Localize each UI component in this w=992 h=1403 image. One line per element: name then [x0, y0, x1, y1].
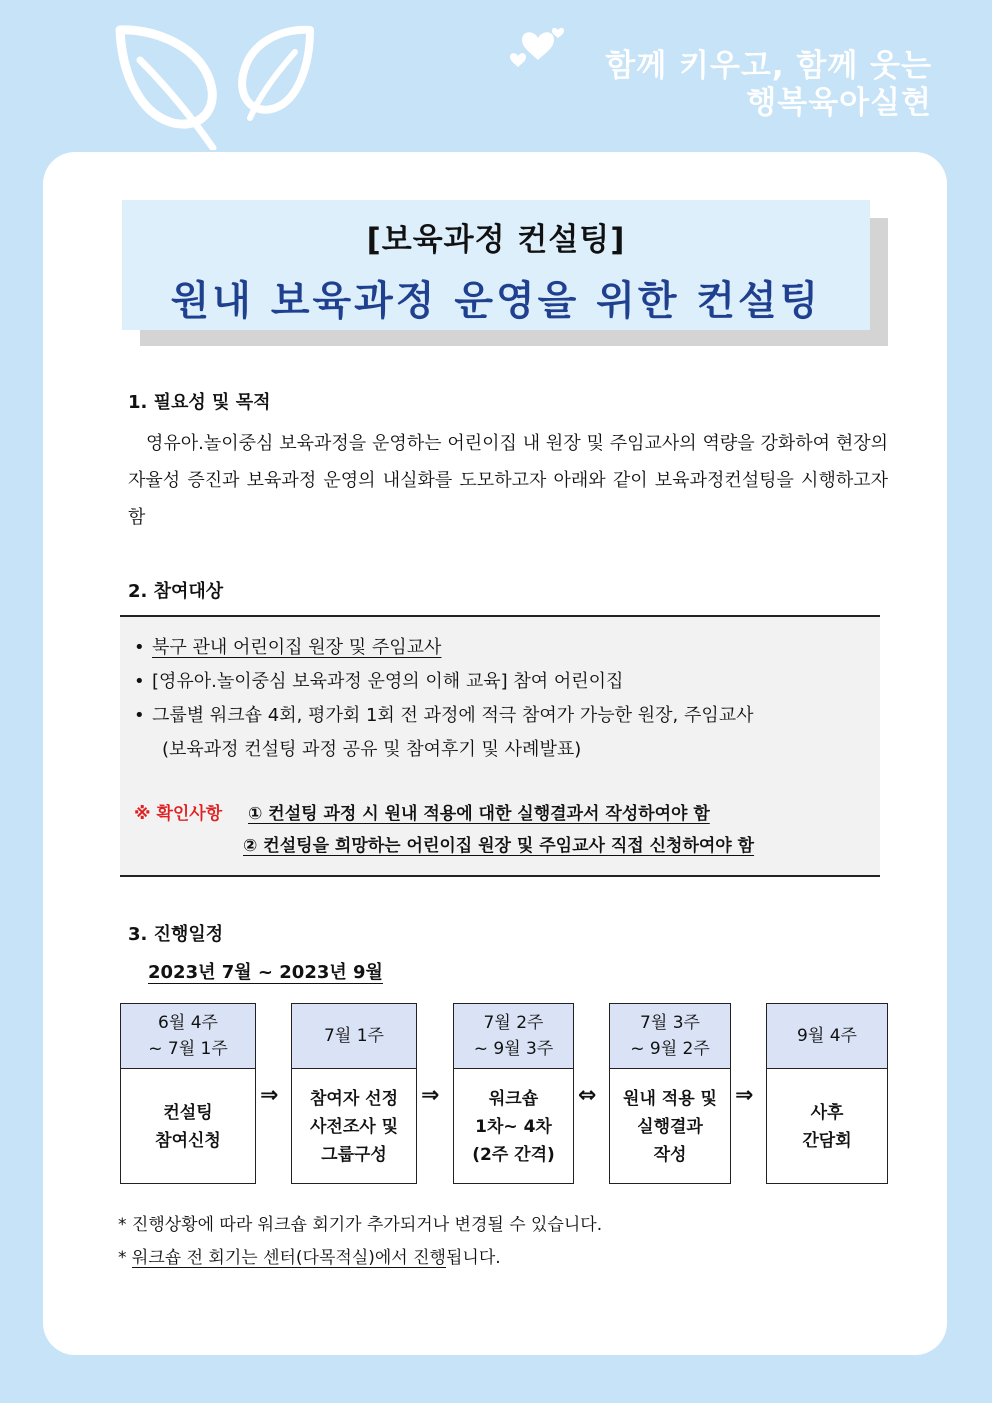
step-when — [610, 1004, 730, 1069]
schedule-step-4 — [609, 1003, 731, 1184]
arrow-right-icon: ⇒ — [735, 1083, 754, 1108]
arrow-both-icon: ⇔ — [578, 1083, 597, 1108]
list-item: • [영유아.놀이중심 보육과정 운영의 이해 교육] 참여 어린이집 — [134, 671, 624, 692]
step-what-line: 사후 — [810, 1102, 844, 1123]
step-what-line: 원내 적용 및 — [623, 1088, 717, 1109]
confirm-item-1: ① 컨설팅 과정 시 원내 적용에 대한 실행결과서 작성하여야 함 — [247, 804, 710, 824]
step-what — [610, 1069, 730, 1184]
schedule-step-5 — [766, 1003, 888, 1184]
step-when-line: ~ 9월 2주 — [630, 1039, 710, 1059]
schedule-note-1: * 진행상황에 따라 워크숍 회기가 추가되거나 변경될 수 있습니다. — [118, 1215, 603, 1235]
slogan — [605, 48, 932, 122]
step-what-line: 그룹구성 — [321, 1144, 387, 1165]
bullet-sub-text: (보육과정 컨설팅 과정 공유 및 참여후기 및 사례발표) — [162, 739, 582, 760]
schedule-period: 2023년 7월 ~ 2023년 9월 — [148, 962, 383, 983]
schedule-step-1 — [120, 1003, 256, 1184]
step-what — [121, 1069, 255, 1184]
step-when-line: 7월 1주 — [324, 1026, 384, 1046]
step-what-line: 컨설팅 — [163, 1102, 213, 1123]
note-suffix: 됩니다. — [445, 1248, 501, 1268]
slogan-line1: 함께 키우고, 함께 웃는 — [605, 48, 932, 84]
title-line2: 원내 보육과정 운영을 위한 컨설팅 — [170, 278, 822, 324]
section2-heading: 2. 참여대상 — [128, 581, 224, 602]
step-when-line: 9월 4주 — [797, 1026, 857, 1046]
step-when — [454, 1004, 573, 1069]
step-what-line: 1차~ 4차 — [475, 1116, 552, 1137]
leaf-outline-icon — [110, 20, 320, 150]
step-what — [454, 1069, 573, 1184]
step-when-line: ~ 7월 1주 — [148, 1039, 228, 1059]
step-when-line: ~ 9월 3주 — [473, 1039, 554, 1059]
step-what-line: 사전조사 및 — [309, 1116, 399, 1137]
target-list — [134, 631, 754, 767]
confirm-label: ※ 확인사항 — [134, 804, 223, 824]
hearts-icon — [508, 24, 568, 72]
step-when — [121, 1004, 255, 1069]
title-box — [122, 200, 870, 330]
bullet-text: [영유아.놀이중심 보육과정 운영의 이해 교육] 참여 어린이집 — [152, 671, 624, 692]
section3-heading: 3. 진행일정 — [128, 924, 224, 945]
confirm-item-2: ② 컨설팅을 희망하는 어린이집 원장 및 주임교사 직접 신청하여야 함 — [243, 836, 755, 856]
step-what-line: 간담회 — [802, 1130, 852, 1151]
step-what-line: 작성 — [653, 1144, 687, 1165]
step-when-line: 7월 2주 — [483, 1013, 544, 1033]
step-what — [292, 1069, 416, 1184]
confirm-notes — [134, 798, 754, 862]
slogan-line2: 행복육아실현 — [746, 85, 932, 121]
note-prefix: * — [118, 1248, 132, 1268]
step-when-line: 6월 4주 — [158, 1013, 218, 1033]
step-what-line: 실행결과 — [637, 1116, 703, 1137]
arrow-right-icon: ⇒ — [260, 1083, 279, 1108]
step-what — [767, 1069, 887, 1184]
list-item: • 북구 관내 어린이집 원장 및 주임교사 — [134, 637, 442, 658]
step-what-line: 참여신청 — [155, 1130, 221, 1151]
step-what-line: 참여자 선정 — [309, 1088, 399, 1109]
step-what-line: (2주 간격) — [472, 1144, 555, 1165]
title-line1: [보육과정 컨설팅] — [366, 222, 626, 258]
arrow-right-icon: ⇒ — [421, 1083, 440, 1108]
note-underlined: 워크숍 전 회기는 센터(다목적실)에서 진행 — [131, 1248, 446, 1268]
target-box — [120, 615, 880, 877]
step-when — [292, 1004, 416, 1069]
schedule-step-2 — [291, 1003, 417, 1184]
bullet-text: 북구 관내 어린이집 원장 및 주임교사 — [152, 637, 442, 658]
section1-body: 영유아.놀이중심 보육과정을 운영하는 어린이집 내 원장 및 주임교사의 역량을 강화하여 현장의 자율성 증진과 보육과정 운영의 내실화를 도모하고자 아래와 같이 보육과정컨설팅을 시행하고자 함 — [128, 433, 888, 528]
step-when — [767, 1004, 887, 1069]
schedule-note-2 — [118, 1243, 501, 1268]
list-item-sub — [134, 733, 754, 767]
section1-heading: 1. 필요성 및 목적 — [128, 392, 271, 413]
step-what-line: 워크숍 — [488, 1088, 539, 1109]
schedule-step-3 — [453, 1003, 574, 1184]
list-item: • 그룹별 워크숍 4회, 평가회 1회 전 과정에 적극 참여가 가능한 원장, 주임교사 — [134, 705, 754, 726]
bullet-text: 그룹별 워크숍 4회, 평가회 1회 전 과정에 적극 참여가 가능한 원장, 주임교사 — [152, 705, 754, 726]
step-when-line: 7월 3주 — [640, 1013, 700, 1033]
